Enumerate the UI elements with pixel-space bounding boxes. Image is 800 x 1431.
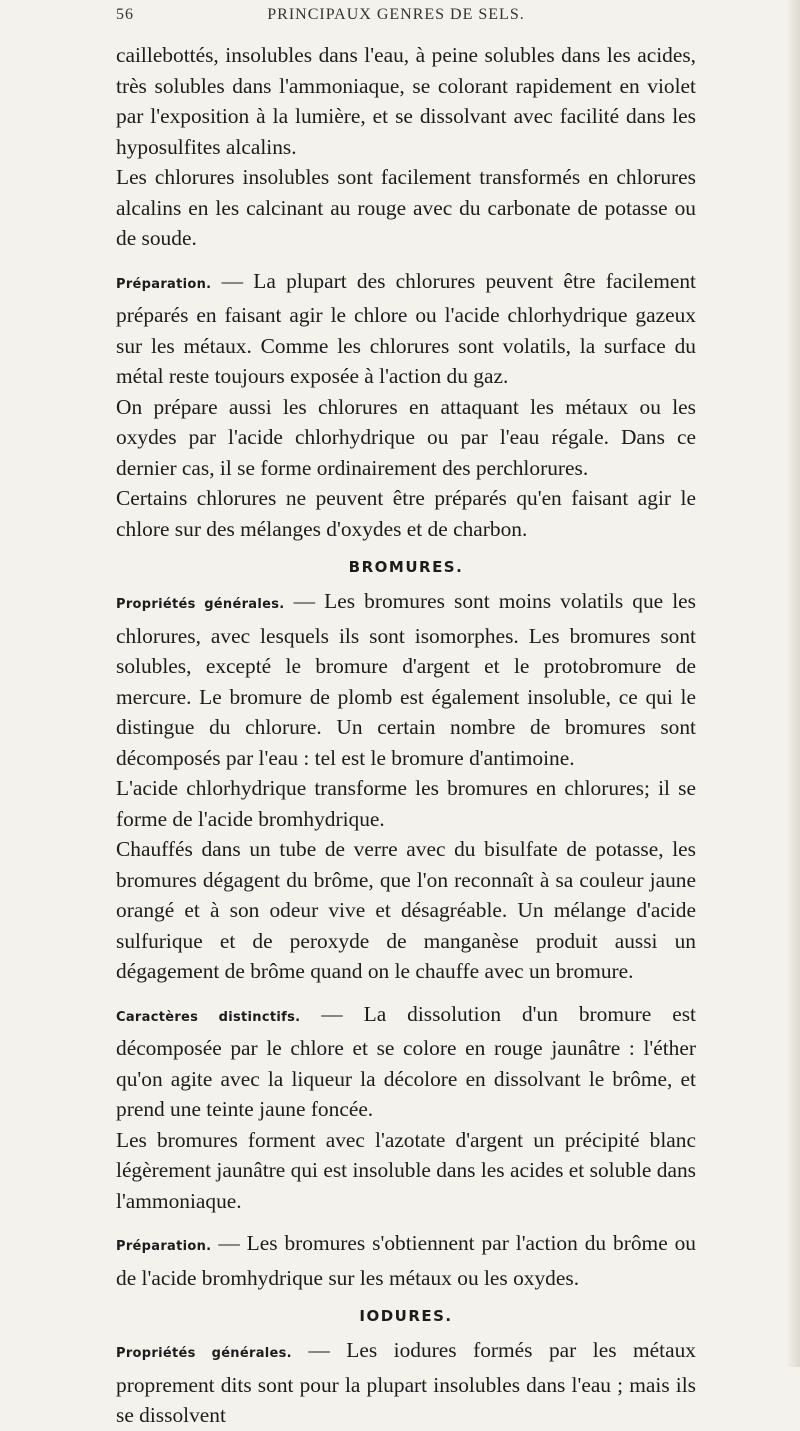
paragraph: Propriétés générales. — Les bromures sont moins volatils que les chlorures, avec lesquels ils sont isomorphes. Les bromures sont solubles, excepté le bromure d'argent et le protobromure de mercure. Le bromure de plomb est également insoluble, ce qui le distingue du chlorure. Un certain nombre de bromures sont décomposés par l'eau : tel est le bromure d'antimoine.: [116, 589, 696, 770]
run-in-heading: Préparation.: [116, 1239, 212, 1254]
paragraph: Propriétés générales. — Les iodures formés par les métaux proprement dits sont pour la plupart insolubles dans l'eau ; mais ils se dissolvent: [116, 1338, 696, 1427]
page-number: 56: [116, 6, 134, 23]
run-in-heading: Caractères distinctifs.: [116, 1009, 301, 1025]
running-title: PRINCIPAUX GENRES DE SELS.: [267, 6, 525, 23]
paragraph: Les bromures forment avec l'azotate d'argent un précipité blanc légèrement jaunâtre qui est insoluble dans les acides et soluble dans l'ammoniaque.: [116, 1127, 696, 1213]
paragraph: L'acide chlorhydrique transforme les bromures en chlorures; il se forme de l'acide bromhydrique.: [116, 776, 696, 831]
section-heading: BROMURES.: [348, 558, 464, 576]
run-in-heading: Préparation.: [116, 276, 212, 292]
paragraph: Les chlorures insolubles sont facilement transformés en chlorures alcalins en les calcinant au rouge avec du carbonate de potasse ou de soude.: [116, 165, 696, 250]
page-body: [116, 40, 696, 1431]
section-heading: IODURES.: [359, 1307, 453, 1325]
page-edge-shadow: [786, 0, 800, 1367]
paragraph: Caractères distinctifs. — La dissolution d'un bromure est décomposée par le chlore et se colore en rouge jaunâtre : l'éther qu'on agite avec la liqueur la décolore en dissolvant le brôme, et prend une teinte jaune foncée.: [116, 1001, 696, 1121]
paragraph: On prépare aussi les chlorures en attaquant les métaux ou les oxydes par l'acide chlorhydrique ou par l'eau régale. Dans ce dernier cas, il se forme ordinairement des perchlorures.: [116, 394, 696, 480]
run-in-heading: Propriétés générales.: [116, 1346, 292, 1361]
paragraph: Préparation. — Les bromures s'obtiennent par l'action du brôme ou de l'acide bromhydrique sur les métaux ou les oxydes.: [116, 1231, 696, 1290]
paragraph: Chauffés dans un tube de verre avec du bisulfate de potasse, les bromures dégagent du brôme, que l'on reconnaît à sa couleur jaune orangé et à son odeur vive et désagréable. Un mélange d'acide sulfurique et de peroxyde de manganèse produit aussi un dégagement de brôme quand on le chauffe avec un bromure.: [116, 837, 696, 983]
paragraph: Préparation. — La plupart des chlorures peuvent être facilement préparés en faisant agir le chlore ou l'acide chlorhydrique gazeux sur les métaux. Comme les chlorures sont volatils, la surface du métal reste toujours exposée à l'action du gaz.: [116, 268, 696, 388]
paragraph: caillebottés, insolubles dans l'eau, à peine solubles dans les acides, très solubles dans l'ammoniaque, se colorant rapidement en violet par l'exposition à la lumière, et se dissolvant avec facilité dans les hyposulfites alcalins.: [116, 43, 696, 159]
run-in-heading: Propriétés générales.: [116, 597, 285, 612]
paragraph: Certains chlorures ne peuvent être préparés qu'en faisant agir le chlore sur des mélanges d'oxydes et de charbon.: [116, 486, 696, 541]
